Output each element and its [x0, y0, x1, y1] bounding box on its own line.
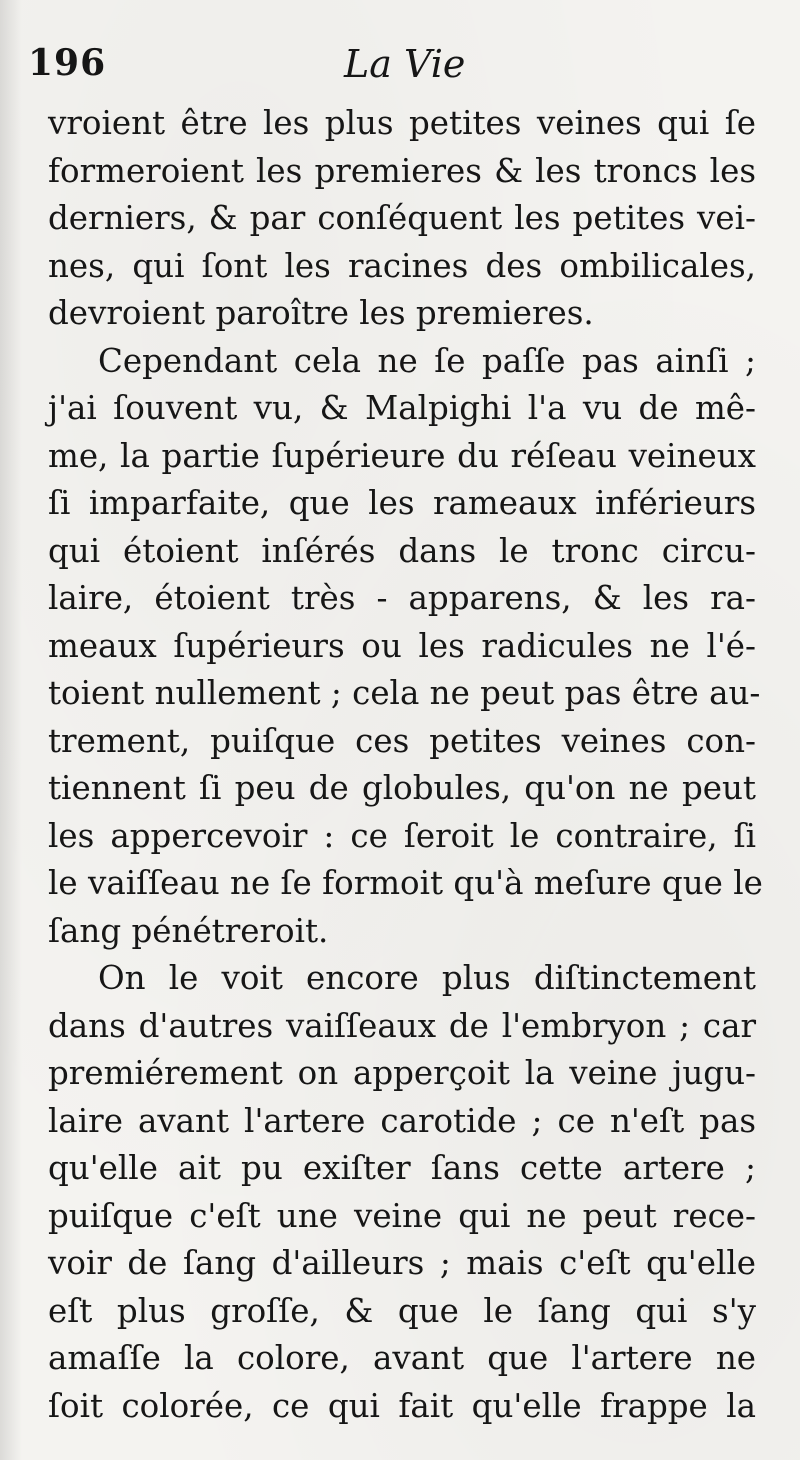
text-line: toient nullement ; cela ne peut pas être au-: [48, 674, 761, 712]
text-line: meaux ſupérieurs ou les radicules ne l'é-: [48, 626, 756, 665]
body-text: [48, 100, 763, 1430]
text-line: laire avant l'artere carotide ; ce n'eſt pas: [48, 1101, 756, 1140]
page-header: [28, 42, 768, 102]
text-line: qu'elle ait pu exiſter ſans cette artere ;: [48, 1149, 756, 1187]
text-line: les appercevoir : ce ſeroit le contraire, ſi: [48, 816, 756, 855]
text-line: ſoit colorée, ce qui fait qu'elle frappe la: [48, 1386, 756, 1425]
text-line: me, la partie ſupérieure du réſeau veineux: [48, 436, 756, 475]
text-line: tiennent ſi peu de globules, qu'on ne peut: [48, 769, 756, 807]
text-line: qui étoient inſérés dans le tronc circu-: [48, 531, 756, 570]
text-line: nes, qui ſont les racines des ombilicales,: [48, 246, 756, 285]
text-line: devroient paroître les premieres.: [48, 294, 594, 332]
text-line: dans d'autres vaiſſeaux de l'embryon ; car: [48, 1006, 756, 1045]
page-gutter-shadow: [0, 0, 22, 1460]
text-line: premiérement on apperçoit la veine jugu-: [48, 1054, 756, 1092]
text-line: ſang pénétreroit.: [48, 911, 329, 950]
text-line: j'ai ſouvent vu, & Malpighi l'a vu de mê-: [48, 389, 756, 427]
text-line: formeroient les premieres & les troncs les: [48, 151, 756, 190]
text-line: amaſſe la colore, avant que l'artere ne: [48, 1339, 756, 1377]
text-line: puiſque c'eſt une veine qui ne peut rece-: [48, 1196, 756, 1235]
text-line: voir de ſang d'ailleurs ; mais c'eſt qu'elle: [48, 1244, 756, 1282]
text-line: ſi imparfaite, que les rameaux inférieurs: [48, 484, 756, 522]
text-line: trement, puiſque ces petites veines con-: [48, 721, 756, 760]
page-number: 196: [28, 42, 107, 84]
text-line: derniers, & par conſéquent les petites vei-: [48, 199, 756, 237]
text-line: On le voit encore plus diſtinctement: [98, 959, 756, 997]
text-line: le vaiſſeau ne ſe formoit qu'à meſure que le: [48, 864, 763, 902]
text-line: eſt plus groſſe, & que le ſang qui s'y: [48, 1291, 756, 1330]
text-line: Cependant cela ne ſe paſſe pas ainſi ;: [98, 341, 756, 380]
text-line: vroient être les plus petites veines qui ſe: [48, 104, 756, 142]
running-head: La Vie: [344, 42, 466, 86]
text-line: laire, étoient très - apparens, & les ra-: [48, 579, 756, 617]
